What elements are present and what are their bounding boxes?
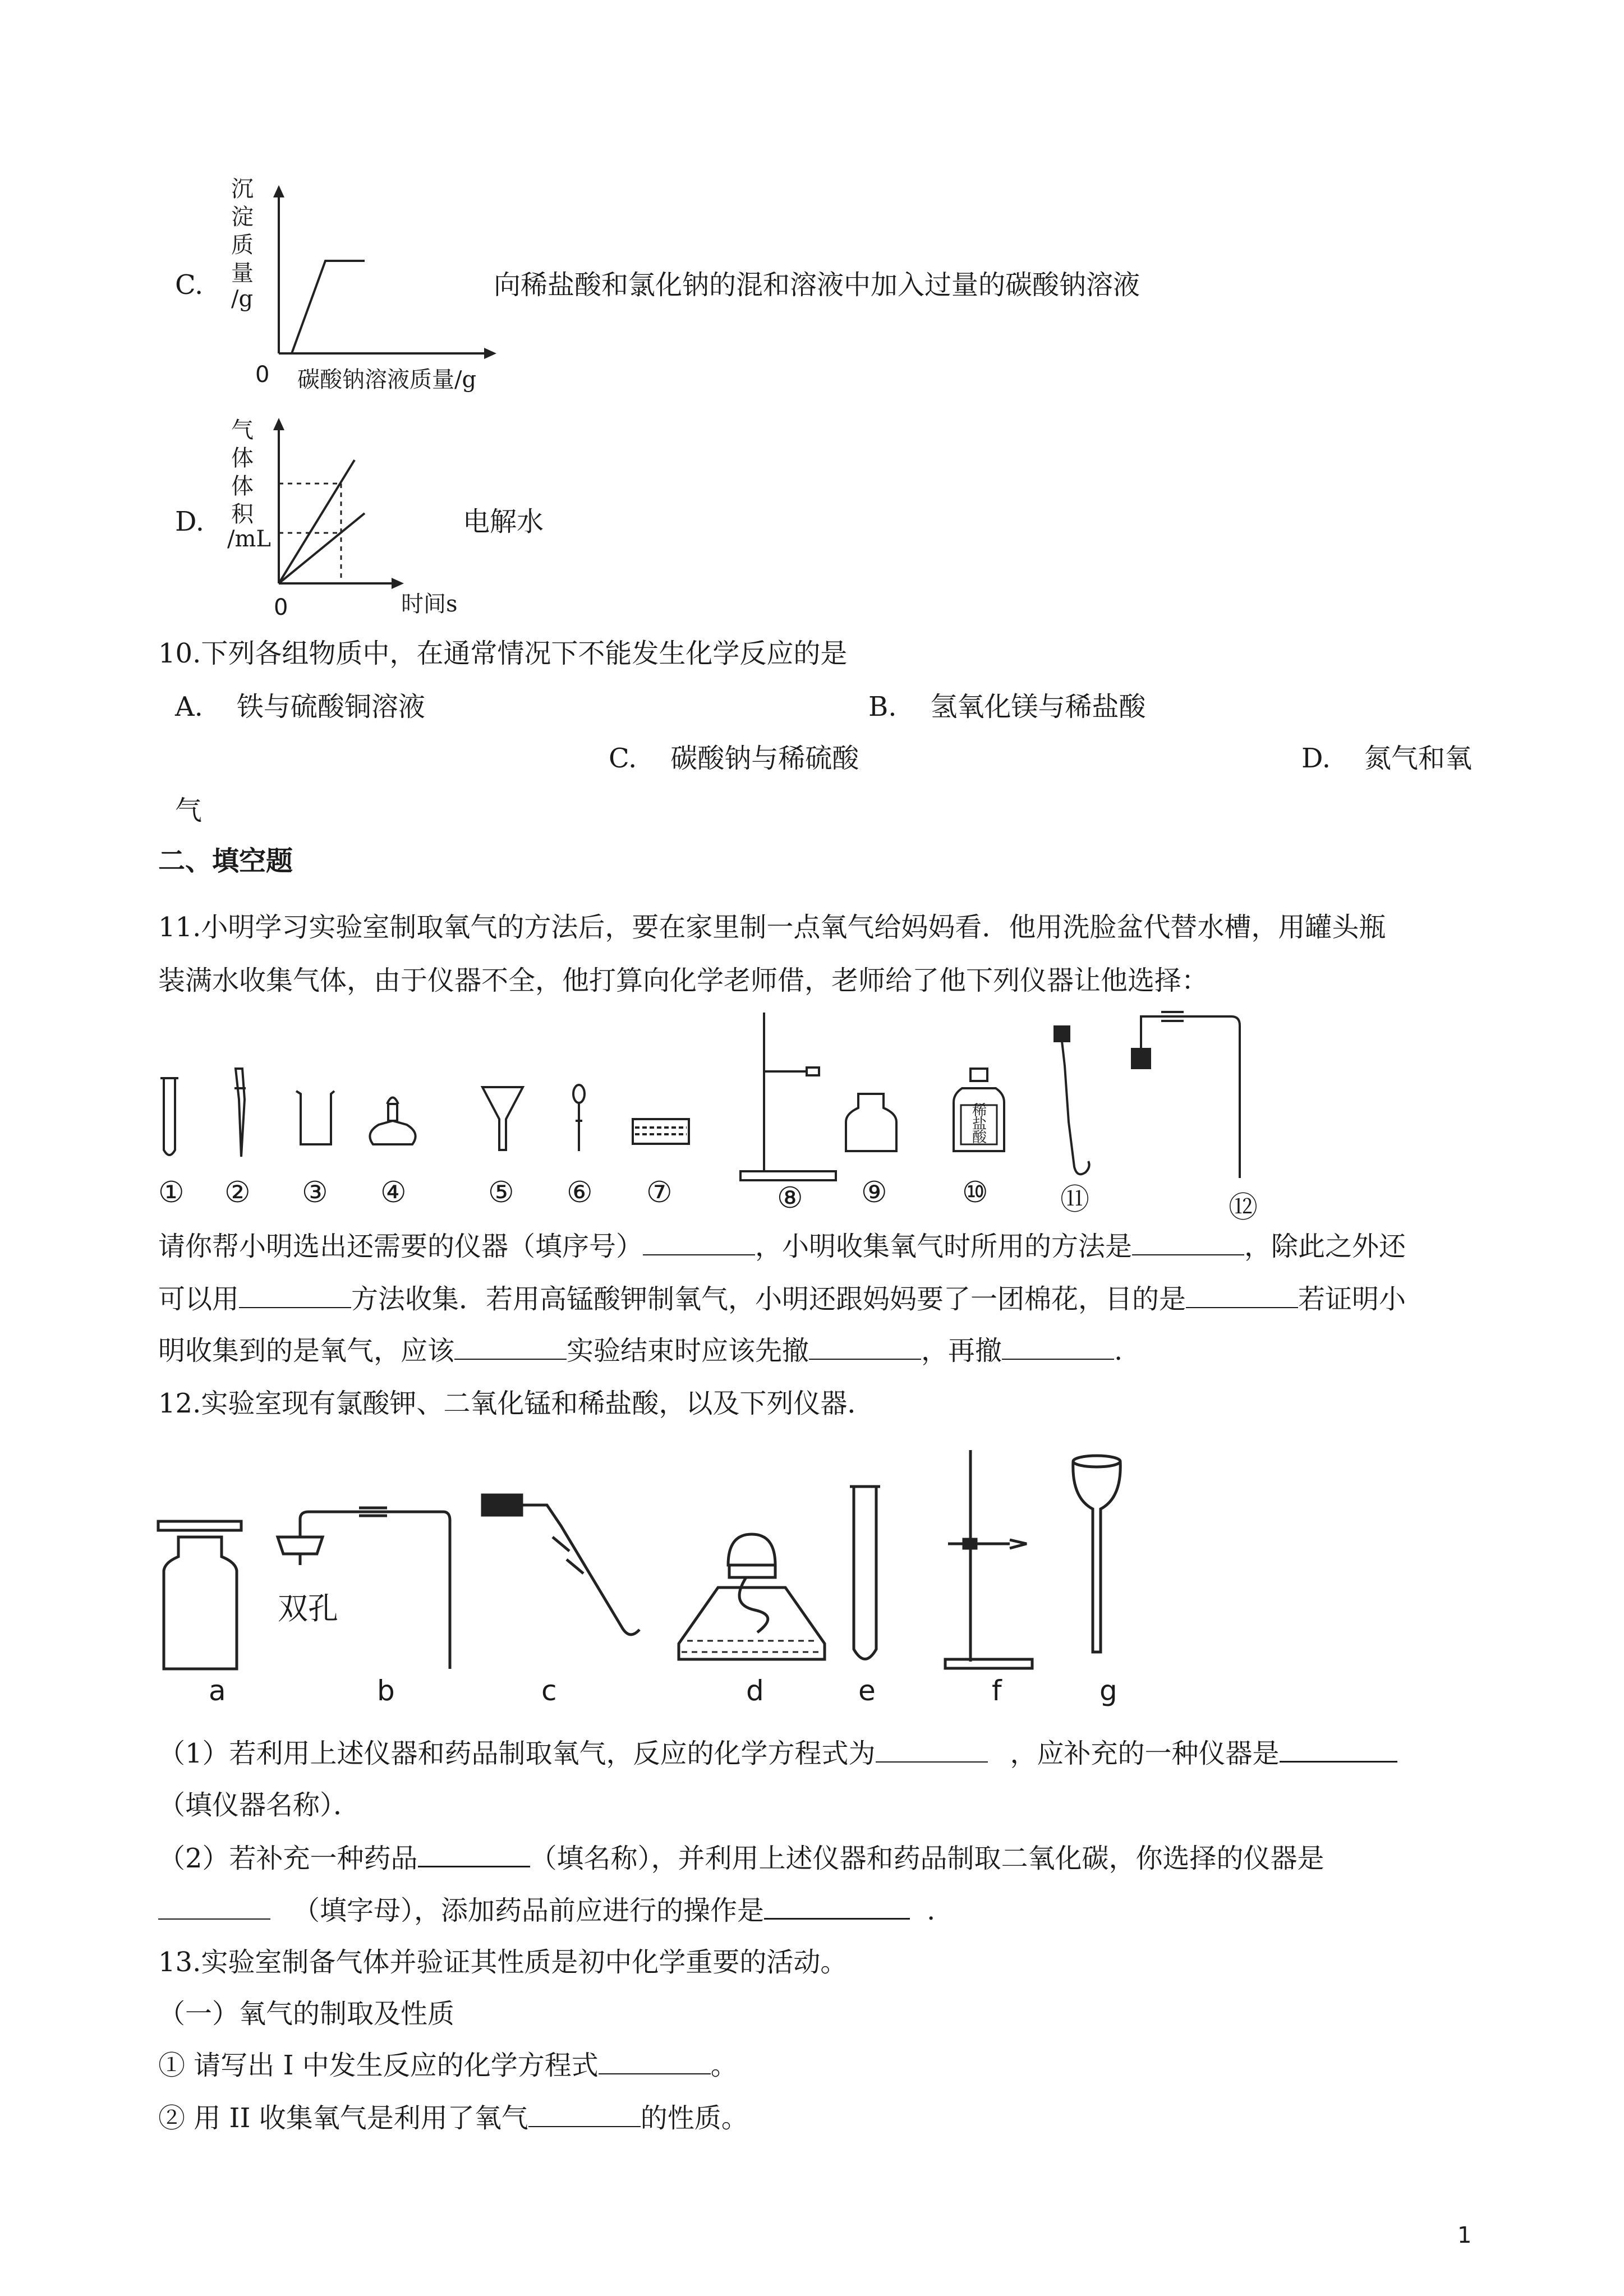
q11-line-2: 装满水收集气体，由于仪器不全，他打算向化学老师借，老师给了他下列仪器让他选择： bbox=[158, 965, 1209, 996]
q12-blank-operation[interactable] bbox=[764, 1893, 910, 1920]
q10-a-text: 铁与硫酸铜溶液 bbox=[236, 691, 425, 723]
apparatus-label-8: ⑧ bbox=[777, 1181, 803, 1215]
q10-c-letter: C. bbox=[609, 743, 637, 774]
chart-d-xlabel: 时间s bbox=[401, 591, 458, 617]
q10-option-d-wrap: 气 bbox=[175, 795, 203, 826]
apparatus-a-gas-jar-icon bbox=[158, 1521, 241, 1669]
q10-d-letter: D. bbox=[1301, 743, 1331, 774]
apparatus-label-6: ⑥ bbox=[567, 1176, 593, 1209]
option-d-letter: D. bbox=[175, 506, 205, 537]
option-c-letter: C. bbox=[175, 269, 204, 301]
q11-c1-text: 明收集到的是氧气，应该 bbox=[158, 1335, 455, 1366]
chart-d-ylabel-3: 体 bbox=[231, 473, 254, 499]
q11-a2-text: ，小明收集氧气时所用的方法是 bbox=[755, 1231, 1133, 1262]
q10-a-letter: A. bbox=[175, 691, 203, 723]
q12-p2c-text: （填字母），添加药品前应进行的操作是 bbox=[293, 1895, 765, 1926]
q11-line-1: 11.小明学习实验室制取氧气的方法后，要在家里制一点氧气给妈妈看．他用洗脸盆代替水槽，用罐头瓶 bbox=[158, 912, 1386, 943]
reagent-label-char-1: 稀 bbox=[972, 1102, 987, 1119]
apparatus-label-f: f bbox=[992, 1674, 1002, 1707]
q12-blank-instrument[interactable] bbox=[1280, 1736, 1397, 1763]
reagent-label-char-3: 酸 bbox=[972, 1129, 987, 1146]
apparatus-label-10: ⑩ bbox=[962, 1176, 988, 1209]
q13-stem: 13.实验室制备气体并验证其性质是初中化学重要的活动。 bbox=[158, 1947, 848, 1978]
apparatus-e-test-tube-icon bbox=[850, 1487, 880, 1659]
apparatus-f-iron-stand-icon bbox=[945, 1450, 1032, 1668]
section-title: 二、填空题 bbox=[158, 845, 293, 877]
q12-p2a-text: （2）若补充一种药品 bbox=[158, 1843, 418, 1874]
q13-subsection: （一）氧气的制取及性质 bbox=[158, 1998, 455, 2030]
q12-p2b-text: （填名称），并利用上述仪器和药品制取二氧化碳，你选择的仪器是 bbox=[530, 1843, 1324, 1874]
q12-blank-equation[interactable] bbox=[876, 1737, 988, 1763]
q12-p1a-text: （1）若利用上述仪器和药品制取氧气，反应的化学方程式为 bbox=[158, 1738, 876, 1769]
q12-p1b-text: ，应补充的一种仪器是 bbox=[1010, 1738, 1280, 1769]
q13-item-1 bbox=[158, 2049, 738, 2082]
q12-part1-line1 bbox=[158, 1736, 1397, 1770]
q13-i1b-text: 。 bbox=[710, 2050, 738, 2081]
apparatus-label-e: e bbox=[858, 1674, 876, 1707]
chart-d-ylabel-5: /mL bbox=[227, 526, 271, 552]
q12-part2-line1 bbox=[158, 1841, 1324, 1875]
q13-i2b-text: 的性质。 bbox=[640, 2102, 748, 2134]
apparatus-label-11: ⑪ bbox=[1060, 1183, 1090, 1217]
chart-c-xlabel: 碳酸钠溶液质量/g bbox=[297, 367, 477, 393]
q12-blank-reagent[interactable] bbox=[418, 1841, 530, 1867]
chart-c-origin: 0 bbox=[255, 362, 270, 388]
chart-c-ylabel-2: 淀 bbox=[231, 204, 254, 230]
q12-part1-line2: （填仪器名称）． bbox=[158, 1789, 361, 1821]
q11-c4-text: . bbox=[1114, 1335, 1123, 1366]
chart-d-origin: 0 bbox=[274, 595, 288, 620]
apparatus-label-a: a bbox=[209, 1674, 226, 1707]
q10-b-text: 氢氧化镁与稀盐酸 bbox=[930, 691, 1146, 723]
apparatus-d-alcohol-lamp-icon bbox=[679, 1534, 825, 1659]
apparatus-label-c: c bbox=[541, 1674, 557, 1707]
q13-item-2 bbox=[158, 2101, 748, 2135]
apparatus-label-3: ③ bbox=[302, 1176, 328, 1209]
q11-a3-text: ，除此之外还 bbox=[1244, 1231, 1406, 1262]
q11-b1-text: 可以用 bbox=[158, 1283, 240, 1315]
option-c-description: 向稀盐酸和氯化钠的混和溶液中加入过量的碳酸钠溶液 bbox=[494, 269, 1140, 301]
double-hole-label: 双孔 bbox=[278, 1591, 338, 1626]
apparatus-label-2: ② bbox=[224, 1176, 251, 1209]
q11-c3-text: ，再撤 bbox=[921, 1335, 1002, 1366]
q11-b2-text: 方法收集．若用高锰酸钾制氧气，小明还跟妈妈要了一团棉花，目的是 bbox=[351, 1283, 1186, 1315]
q12-stem: 12.实验室现有氯酸钾、二氧化锰和稀盐酸，以及下列仪器． bbox=[158, 1388, 875, 1419]
q11-b3-text: 若证明小 bbox=[1298, 1283, 1406, 1315]
chart-c-ylabel-3: 质 bbox=[231, 232, 254, 258]
q11-a1-text: 请你帮小明选出还需要的仪器（填序号） bbox=[158, 1231, 643, 1262]
chart-d-ylabel-2: 体 bbox=[231, 445, 254, 471]
chart-c-ylabel-4: 量 bbox=[231, 260, 254, 286]
apparatus-label-g: g bbox=[1099, 1674, 1117, 1707]
apparatus-label-5: ⑤ bbox=[488, 1176, 514, 1209]
page-number: 1 bbox=[1457, 2223, 1472, 2248]
apparatus-label-4: ④ bbox=[380, 1176, 407, 1209]
chart-d-ylabel-1: 气 bbox=[231, 417, 254, 443]
chart-c-ylabel-1: 沉 bbox=[231, 176, 254, 202]
apparatus-label-1: ① bbox=[158, 1176, 185, 1209]
q11-c2-text: 实验结束时应该先撤 bbox=[567, 1335, 809, 1366]
option-d-description: 电解水 bbox=[463, 506, 544, 537]
q13-i1a-text: ① 请写出 I 中发生反应的化学方程式 bbox=[158, 2050, 599, 2081]
q12-blank-letters[interactable] bbox=[158, 1894, 270, 1920]
q10-stem: 10.下列各组物质中，在通常情况下不能发生化学反应的是 bbox=[158, 638, 848, 669]
q13-i2a-text: ② 用 II 收集氧气是利用了氧气 bbox=[158, 2102, 528, 2134]
chart-d-ylabel-4: 积 bbox=[231, 501, 254, 527]
chart-c-ylabel-5: /g bbox=[231, 286, 254, 312]
q13-blank-equation[interactable] bbox=[599, 2049, 711, 2074]
apparatus-label-9: ⑨ bbox=[861, 1176, 887, 1209]
reagent-label-char-2: 盐 bbox=[972, 1116, 987, 1133]
q12-p2d-text: . bbox=[927, 1895, 936, 1926]
apparatus-label-12: ⑫ bbox=[1229, 1191, 1258, 1225]
apparatus-label-b: b bbox=[377, 1674, 395, 1707]
apparatus-c-bent-tube-icon bbox=[482, 1495, 640, 1635]
apparatus-label-d: d bbox=[746, 1674, 764, 1707]
q10-b-letter: B. bbox=[868, 691, 897, 723]
apparatus-label-7: ⑦ bbox=[646, 1176, 673, 1209]
q10-d-text: 氮气和氧 bbox=[1364, 743, 1473, 774]
apparatus-g-long-funnel-icon bbox=[1073, 1456, 1120, 1652]
q12-part2-line2 bbox=[158, 1893, 935, 1927]
q13-blank-property[interactable] bbox=[528, 2101, 641, 2127]
q10-c-text: 碳酸钠与稀硫酸 bbox=[670, 743, 859, 774]
